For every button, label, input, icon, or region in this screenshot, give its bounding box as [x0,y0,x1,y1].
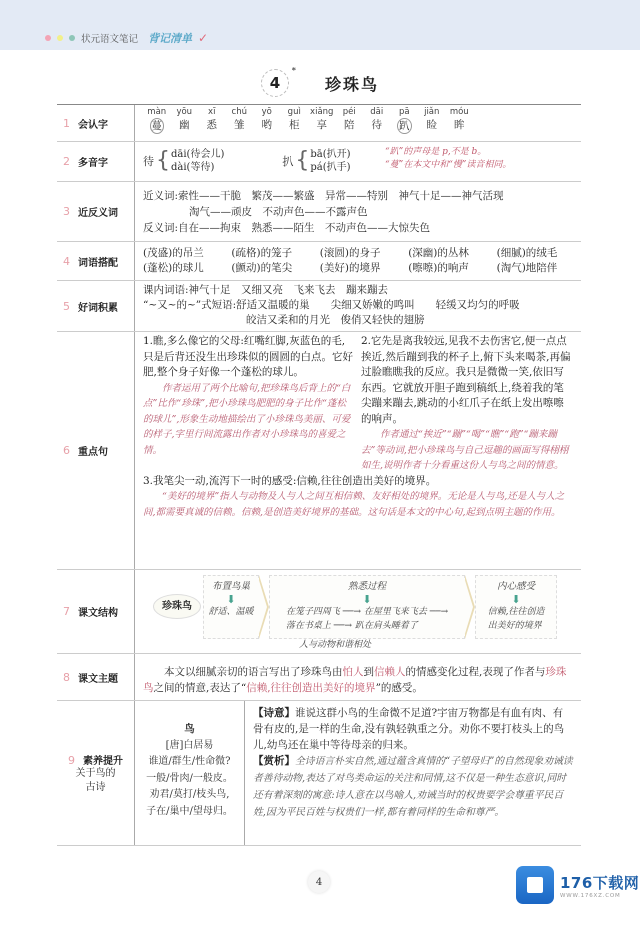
star-icon: * [291,66,296,75]
section-number: 3 [63,205,70,218]
section-subtitle: 古诗 [85,781,106,793]
char-cell [363,107,391,134]
theme-highlight: 珍珠鸟 [143,666,567,694]
pinyin: móu [449,107,469,117]
hanzi: 幽 [179,119,190,131]
section-polyphonic [57,142,581,182]
synonym-line: 淘气——顽皮 不动声色——不露声色 [189,206,368,218]
section-content [135,182,581,241]
meaning-tag: 【诗意】 [253,707,295,719]
arrow-down-icon: ⬇ [511,592,521,606]
section-title: 课文结构 [78,608,118,619]
section-subtitle: 关于鸟的 [75,767,116,779]
pinyin: chú [231,107,247,117]
pink-dot-icon [45,35,51,41]
section-title: 好词积累 [78,302,118,314]
poem-appreciation [253,753,573,821]
theme-part: 之间的情意,表达了“ [153,682,247,694]
collocation-item: (蓬松)的球儿 [143,262,204,274]
synonym-label: 近义词: [143,190,179,202]
stage-feeling [475,575,557,639]
section-label [57,182,135,241]
char-cell [171,107,199,134]
section-content [135,281,581,331]
stage-line: 在笼子四周飞 ──→ 在屋里飞来飞去 ──→ [285,606,449,617]
pinyin: xiǎng [310,107,334,117]
stage-setup [203,575,259,639]
lesson-title: 珍珠鸟 [324,74,379,94]
theme-highlight: 信赖人 [374,666,406,678]
yellow-dot-icon [57,35,63,41]
collocation-item: (深幽)的丛林 [408,247,469,259]
section-number: 8 [63,670,70,684]
poem-notes [245,701,581,845]
char-cell [446,107,474,134]
section-content [135,242,581,280]
section-content [135,142,581,181]
section-structure [57,570,581,654]
section-literacy [57,701,581,846]
char-cell [226,107,254,134]
section-title: 课文主题 [78,673,118,685]
section-label [57,332,135,569]
sentence-text: 2.它先是离我较远,见我不去伤害它,便一点点挨近,然后蹦到我的杯子上,俯下头来喝茶,再偏过脸瞧瞧我的反应。我只是微微一笑,依旧写东西。它就放开胆子跑到稿纸上,绕着我的笔尖蹦来蹦去,跳动的小红爪子在纸上发出嚓嚓的响声。 [361,335,571,425]
chevron-icon [465,575,475,639]
hanzi: 享 [316,119,327,131]
section-label [57,654,135,700]
section-number: 1 [63,116,70,130]
sentence-analysis: 作者运用了两个比喻句,把珍珠鸟后背上的“白点”比作“珍珠”,把小珍珠鸟肥肥的身子比作“蓬松的球儿”,形象生动地描绘出了小珍珠鸟美丽、可爱的样子,字里行间流露出作者对小珍珠鸟的喜爱之情。 [143,382,351,456]
antonym-label: 反义词: [143,222,179,234]
section-label [57,142,135,181]
section-theme [57,654,581,701]
char-cell [143,107,171,134]
sentence-text: 3.我笔尖一动,流泻下一时的感受:信赖,往往创造出美好的境界。 [143,474,437,487]
collocation-item: (滚圆)的身子 [319,247,381,259]
char-cell [198,107,226,134]
arrow-down-icon: ⬇ [362,592,372,606]
brace-icon: { [295,148,310,173]
collocation-item: (嚓嚓)的响声 [408,262,469,274]
collocation-item: (细腻)的绒毛 [496,247,558,259]
notes-table [57,104,581,846]
stage-head: 内心感受 [496,580,535,592]
pinyin: péi [342,107,356,117]
sentence-analysis: 作者通过“挨近”“蹦”“喝”“瞧”“跑”“蹦来蹦去”等动词,把小珍珠鸟与自己逗趣的画面写得栩栩如生,说明作者十分看重这份人与鸟之间的情意。 [361,429,569,471]
lesson-number-badge [261,66,296,97]
sentence-text: 1.瞧,多么像它的父母:红嘴红脚,灰蓝色的毛,只是后背还没生出珍珠似的圆圆的白点。它好肥,整个身子好像一个蓬松的球儿。 [143,335,353,378]
stage-line: 舒适、温暖 [208,606,254,617]
section-content [135,701,581,845]
section-recognize-chars [57,105,581,142]
key-sentence-1 [143,334,355,474]
poem [135,701,245,845]
section-content [135,654,581,700]
theme-part: 本文以细腻亲切的语言写出了珍珠鸟由 [164,666,343,678]
theme-part: ”的感受。 [375,682,423,694]
synonym-line: 索性——干脆 繁茂——繁盛 异常——特别 神气十足——神气活现 [178,190,504,202]
pinyin: màn [147,107,167,117]
teal-dot-icon [69,35,75,41]
theme-highlight: 怕人 [342,666,364,678]
section-title: 多音字 [78,158,108,169]
box-logo-icon [516,866,554,904]
stage-head: 熟悉过程 [347,580,386,592]
hanzi: 陪 [344,119,355,131]
note-line: “蔓”在本文中和“慢”读音相同。 [385,160,512,170]
pinyin: yōu [176,107,193,117]
section-label [57,242,135,280]
hanzi: 雏 [234,119,245,131]
pinyin: jiǎn [424,107,440,117]
section-title: 近反义词 [78,208,118,219]
section-title: 词语搭配 [78,257,118,269]
brand-script: 背记清单 [148,32,193,45]
char-cell [308,107,336,134]
hanzi: 趴 [399,120,410,132]
appreciation-text: 全诗语言朴实自然,通过蕴含真情的“子望母归”的自然现象劝诫读者善待动物,表达了对鸟类命运的关注和同情,这不仅是一种生态意识,同时还有着深刻的寓意:诗人意在以鸟喻人,劝诫当时的权贵要学会尊重平民百姓,因为平民百姓与权贵们一样,都有着同样的生命和尊严。 [253,756,573,818]
key-sentence-2 [361,334,573,474]
section-synonyms-antonyms [57,182,581,242]
pinyin: yō [261,107,272,117]
poly-char: 待 [143,154,154,168]
good-words-line: 课内词语:神气十足 又细又亮 飞来飞去 蹦来蹦去 [143,284,389,296]
poly-char: 扒 [282,154,294,168]
chevron-icon [259,575,269,639]
appreciation-tag: 【赏析】 [253,755,295,767]
section-title: 会认字 [78,119,108,131]
hanzi: 悉 [206,119,217,131]
char-cell [336,107,364,134]
pinyin: guì [287,107,301,117]
collocation-grid [143,246,573,276]
char-cell [253,107,281,134]
char-cell [391,107,419,134]
section-label [57,281,135,331]
section-title: 素养提升 [83,755,123,767]
poem-author: [唐]白居易 [165,739,214,751]
section-key-sentences [57,332,581,570]
brand-name: 状元语文笔记 [81,34,139,45]
pinyin: dāi [370,107,384,117]
meaning-text: 谁说这群小鸟的生命微不足道?宇宙万物都是有血有肉、有骨有皮的,是一样的生命,没有孰轻孰重之分。劝你不要打枝头上的鸟儿,幼鸟还在巢中等待母亲的归来。 [253,707,565,751]
lesson-number: 4 [269,74,281,92]
section-number: 6 [63,444,70,457]
poly-reading: pá(扒手) [310,162,351,173]
section-label [57,570,135,653]
char-cell [281,107,309,134]
antonym-line: 自在——拘束 熟悉——陌生 不动声色——大惊失色 [178,222,431,234]
brace-icon: { [156,148,170,173]
section-number: 5 [63,299,70,313]
hanzi: 蔓 [151,120,162,132]
section-number: 2 [63,155,70,168]
lesson-title-row [0,66,640,100]
poly-reading: dāi(待会儿) [171,149,225,160]
watermark [516,866,639,904]
pinyin-grid [143,107,573,134]
section-content [135,105,581,141]
section-content [135,332,581,569]
theme-part: 的情感变化过程,表现了作者与 [405,666,546,678]
collocation-item: (颤动)的笔尖 [231,262,293,274]
page-number: 4 [308,871,330,893]
hanzi: 哟 [261,119,272,131]
stage-line: 信赖,往往创造 [487,606,545,617]
section-good-words [57,281,581,332]
poem-title: 鸟 [184,723,195,735]
watermark-name: 176下载网 [560,873,640,892]
stage-head: 布置鸟巢 [211,580,250,592]
section-number: 7 [63,605,70,618]
theme-part: 到 [363,666,374,678]
poem-line: 劝君/莫打/枝头鸟, [149,789,230,800]
structure-summary: 人与动物和谐相处 [299,640,372,650]
hanzi: 待 [371,119,382,131]
collocation-item: (茂盛)的吊兰 [143,247,204,259]
pronunciation-note [385,146,511,172]
char-cell [418,107,446,134]
watermark-url: WWW.176XZ.COM [560,892,621,899]
collocation-item: (美好)的境界 [319,262,381,274]
poly-reading: dài(等待) [171,162,215,173]
structure-diagram [153,574,573,650]
stage-process [269,575,465,639]
root-node: 珍珠鸟 [153,594,201,619]
stage-line: 落在书桌上 ──→ 趴在肩头睡着了 [285,620,418,631]
arrow-down-icon: ⬇ [226,592,236,606]
poly-reading: bā(扒开) [310,149,351,160]
sentence-analysis: “美好的境界”指人与动物及人与人之间互相信赖、友好相处的境界。无论是人与鸟,还是人与人之间,都需要真诚的信赖。信赖,是创造美好境界的基础。这句话是本文的中心句,起到点明主题的作用。 [143,491,565,518]
good-words-line: “~又~的~”式短语:舒适又温暖的巢 尖细又娇嫩的鸣叫 轻缓又均匀的呼吸 [143,299,520,311]
poem-line: 子在/巢中/望母归。 [146,805,233,817]
hanzi: 眸 [454,119,465,131]
section-collocations [57,242,581,281]
poem-line: 一般/骨肉/一般皮。 [146,772,233,784]
section-content [135,570,581,653]
poem-meaning [253,705,573,753]
note-line: “趴”的声母是 p,不是 b。 [385,147,487,157]
section-number: 9 [68,753,75,767]
good-words-line: 皎洁又柔和的月光 俊俏又轻快的翅膀 [246,314,425,326]
section-label [57,701,135,845]
stage-line: 出美好的境界 [487,620,542,631]
theme-highlight: 信赖,往往创造出美好的境界 [246,682,376,694]
polyphonic-item [143,148,224,174]
collocation-item: (淘气)地陪伴 [496,262,558,274]
poem-line: 谁道/群生/性命微? [148,756,231,767]
section-title: 重点句 [78,447,108,458]
polyphonic-item [282,148,350,174]
pinyin: xī [208,107,216,117]
hanzi: 柜 [289,119,300,131]
hanzi: 睑 [426,119,437,131]
brand-header [45,30,208,46]
key-sentence-3 [143,474,573,521]
section-label [57,105,135,141]
section-number: 4 [63,254,70,268]
pinyin: pā [398,107,410,117]
theme-text [143,658,573,696]
check-icon: ✓ [198,31,209,45]
collocation-item: (疏格)的笼子 [231,247,293,259]
